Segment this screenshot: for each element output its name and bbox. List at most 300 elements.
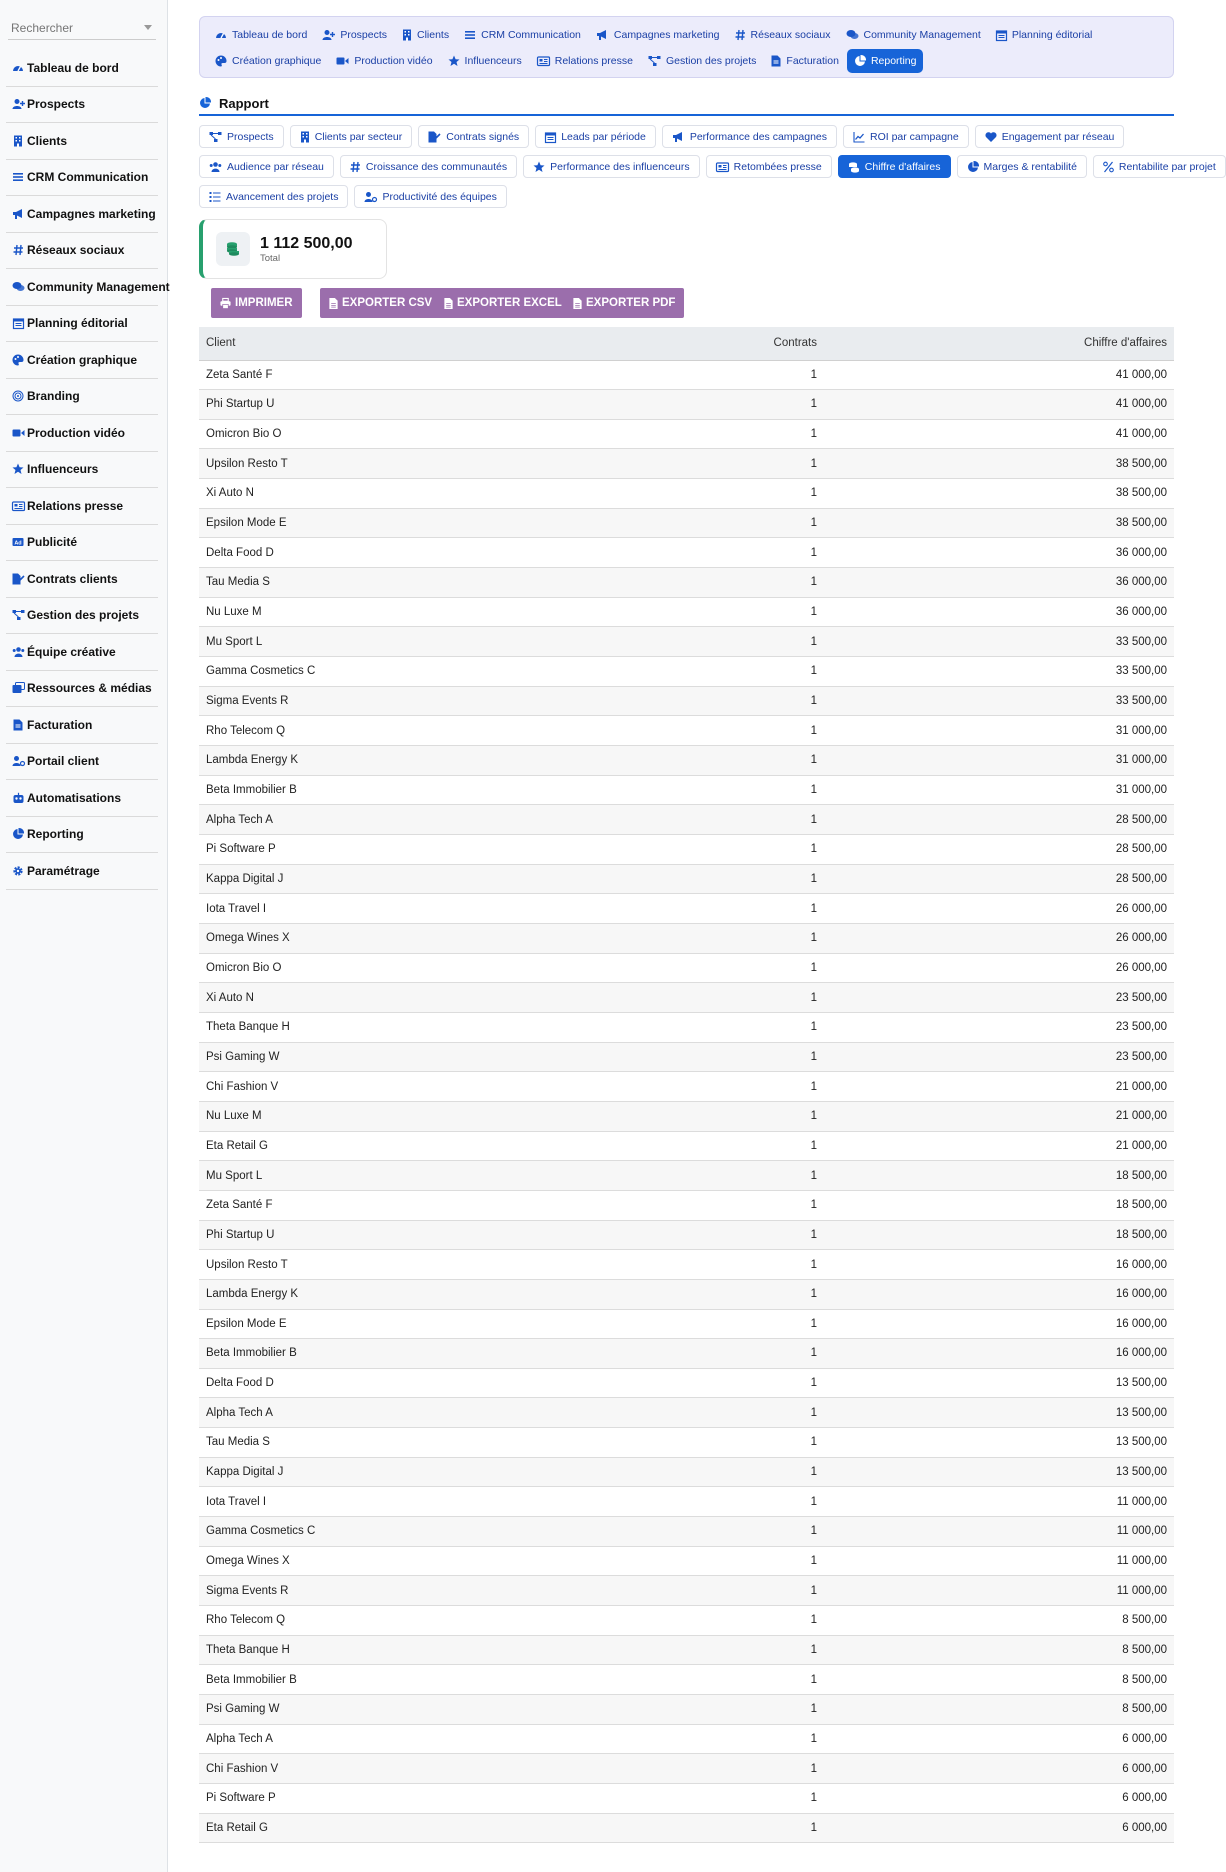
- cell-contrats: 1: [714, 923, 824, 953]
- table-row: [199, 390, 1174, 420]
- sidebar-item-prospects[interactable]: [6, 87, 158, 124]
- cell-chiffre-affaires: 31 000,00: [824, 716, 1174, 746]
- cell-client: Delta Food D: [199, 1368, 714, 1398]
- nav-tab-campagnes-marketing[interactable]: [589, 23, 727, 47]
- report-tab-contrats-signes[interactable]: [418, 125, 529, 148]
- table-row: [199, 1250, 1174, 1280]
- table-row: [199, 1784, 1174, 1814]
- nav-tab-creation-graphique[interactable]: [208, 49, 328, 73]
- cell-chiffre-affaires: 13 500,00: [824, 1398, 1174, 1428]
- cell-chiffre-affaires: 8 500,00: [824, 1606, 1174, 1636]
- cell-chiffre-affaires: 16 000,00: [824, 1309, 1174, 1339]
- file-icon: [573, 298, 582, 309]
- cell-chiffre-affaires: 28 500,00: [824, 864, 1174, 894]
- cell-contrats: 1: [714, 508, 824, 538]
- cell-contrats: 1: [714, 1279, 824, 1309]
- sidebar-item-production-video[interactable]: [6, 415, 158, 452]
- total-value: 1 112 500,00: [260, 234, 353, 252]
- cell-client: Psi Gaming W: [199, 1042, 714, 1072]
- sidebar-item-reporting[interactable]: [6, 817, 158, 854]
- report-tab-label: Rentabilite par projet: [1118, 160, 1216, 173]
- sidebar-item-label: Automatisations: [27, 790, 122, 805]
- nav-tab-label: Influenceurs: [464, 55, 522, 67]
- project-diagram-icon: [648, 55, 661, 67]
- calendar-icon: [996, 29, 1007, 41]
- report-tab-label: Productivité des équipes: [382, 190, 497, 203]
- photo-video-icon: [10, 682, 26, 694]
- sidebar-item-contrats-clients[interactable]: [6, 561, 158, 598]
- project-diagram-icon: [10, 609, 26, 621]
- user-plus-icon: [322, 29, 335, 41]
- nav-tab-label: Planning éditorial: [1011, 29, 1093, 41]
- nav-tab-reporting[interactable]: [847, 49, 924, 73]
- newspaper-icon: [537, 55, 550, 67]
- table-row: [199, 1101, 1174, 1131]
- sidebar-item-gestion-des-projets[interactable]: [6, 598, 158, 635]
- cell-contrats: 1: [714, 360, 824, 390]
- cell-chiffre-affaires: 28 500,00: [824, 835, 1174, 865]
- cell-chiffre-affaires: 13 500,00: [824, 1368, 1174, 1398]
- robot-icon: [10, 792, 26, 804]
- table-row: [199, 746, 1174, 776]
- report-tab-label: Avancement des projets: [226, 190, 339, 203]
- cell-client: Upsilon Resto T: [199, 1250, 714, 1280]
- sidebar-item-clients[interactable]: [6, 123, 158, 160]
- table-row: [199, 1813, 1174, 1843]
- cell-contrats: 1: [714, 538, 824, 568]
- sidebar-item-portail-client[interactable]: [6, 744, 158, 781]
- tasks-icon: [209, 191, 221, 203]
- report-tab-label: Engagement par réseau: [1001, 130, 1115, 143]
- sidebar-item-label: Publicité: [27, 535, 78, 550]
- table-row: [199, 1220, 1174, 1250]
- column-header-chiffre-affaires[interactable]: Chiffre d'affaires: [824, 327, 1174, 360]
- nav-tab-gestion-des-projets[interactable]: [641, 49, 763, 73]
- cell-contrats: 1: [714, 1309, 824, 1339]
- cell-client: Lambda Energy K: [199, 1279, 714, 1309]
- file-icon: [329, 298, 338, 309]
- video-icon: [10, 427, 26, 439]
- sidebar-item-planning-editorial[interactable]: [6, 306, 158, 343]
- sidebar-item-label: Production vidéo: [27, 425, 126, 440]
- export-actions: [211, 288, 811, 318]
- table-row: [199, 1339, 1174, 1369]
- nav-tab-label: Tableau de bord: [232, 29, 308, 41]
- cell-contrats: 1: [714, 746, 824, 776]
- report-tab-performance-des-campagnes[interactable]: [662, 125, 837, 148]
- table-row: [199, 1309, 1174, 1339]
- cell-contrats: 1: [714, 1428, 824, 1458]
- sidebar-item-label: Prospects: [27, 97, 86, 112]
- cell-client: Nu Luxe M: [199, 597, 714, 627]
- table-row: [199, 1695, 1174, 1725]
- cell-contrats: 1: [714, 1724, 824, 1754]
- table-row: [199, 1012, 1174, 1042]
- file-icon: [444, 298, 453, 309]
- cell-client: Gamma Cosmetics C: [199, 657, 714, 687]
- table-row: [199, 449, 1174, 479]
- gauge-icon: [10, 62, 26, 74]
- building-icon: [10, 135, 26, 147]
- cell-chiffre-affaires: 23 500,00: [824, 1012, 1174, 1042]
- report-tabs-row: [199, 125, 1174, 155]
- cell-client: Iota Travel I: [199, 894, 714, 924]
- cell-client: Phi Startup U: [199, 1220, 714, 1250]
- table-row: [199, 1368, 1174, 1398]
- sidebar-item-parametrage[interactable]: [6, 853, 158, 890]
- cell-client: Pi Software P: [199, 1784, 714, 1814]
- palette-icon: [215, 55, 227, 67]
- cell-client: Xi Auto N: [199, 479, 714, 509]
- list-icon: [464, 29, 476, 41]
- file-signature-icon: [10, 573, 26, 585]
- cell-client: Sigma Events R: [199, 686, 714, 716]
- cell-contrats: 1: [714, 568, 824, 598]
- sidebar-item-facturation[interactable]: [6, 707, 158, 744]
- gauge-icon: [215, 29, 227, 41]
- report-tab-label: ROI par campagne: [870, 130, 959, 143]
- sidebar-item-label: Branding: [27, 389, 80, 404]
- print-button-label: IMPRIMER: [235, 297, 293, 309]
- nav-tab-community-management[interactable]: [839, 23, 988, 47]
- bullhorn-icon: [10, 208, 26, 220]
- table-row: [199, 1457, 1174, 1487]
- cell-contrats: 1: [714, 805, 824, 835]
- page-title-text: Rapport: [219, 95, 269, 111]
- cell-contrats: 1: [714, 835, 824, 865]
- search-box[interactable]: [8, 18, 156, 40]
- cell-chiffre-affaires: 41 000,00: [824, 360, 1174, 390]
- hashtag-icon: [735, 29, 746, 41]
- sidebar-item-campagnes-marketing[interactable]: [6, 196, 158, 233]
- cell-chiffre-affaires: 8 500,00: [824, 1695, 1174, 1725]
- cell-client: Rho Telecom Q: [199, 1606, 714, 1636]
- invoice-icon: [10, 719, 26, 731]
- cell-contrats: 1: [714, 1457, 824, 1487]
- table-row: [199, 775, 1174, 805]
- users-icon: [209, 161, 222, 173]
- nav-tab-label: Production vidéo: [354, 55, 433, 67]
- cell-chiffre-affaires: 38 500,00: [824, 508, 1174, 538]
- report-tab-prospects[interactable]: [199, 125, 284, 148]
- table-row: [199, 835, 1174, 865]
- comments-icon: [846, 29, 859, 41]
- cell-contrats: 1: [714, 627, 824, 657]
- sidebar-item-tableau-de-bord[interactable]: [6, 50, 158, 87]
- export-csv-button[interactable]: [320, 288, 441, 318]
- report-tab-label: Prospects: [227, 130, 274, 143]
- cell-contrats: 1: [714, 1131, 824, 1161]
- report-tab-roi-par-campagne[interactable]: [843, 125, 969, 148]
- user-cog-icon: [10, 755, 26, 767]
- cell-contrats: 1: [714, 1546, 824, 1576]
- sidebar-item-automatisations[interactable]: [6, 780, 158, 817]
- cell-chiffre-affaires: 6 000,00: [824, 1754, 1174, 1784]
- table-row: [199, 1042, 1174, 1072]
- report-tab-croissance-des-communautes[interactable]: [340, 155, 517, 178]
- table-row: [199, 1161, 1174, 1191]
- cell-contrats: 1: [714, 1754, 824, 1784]
- file-signature-icon: [428, 131, 441, 143]
- table-row: [199, 360, 1174, 390]
- table-row: [199, 1131, 1174, 1161]
- bullhorn-icon: [672, 131, 685, 143]
- video-icon: [336, 55, 349, 67]
- table-row: [199, 1635, 1174, 1665]
- table-row: [199, 1546, 1174, 1576]
- cell-chiffre-affaires: 31 000,00: [824, 775, 1174, 805]
- nav-tab-clients[interactable]: [395, 23, 456, 47]
- nav-tab-influenceurs[interactable]: [441, 49, 529, 73]
- table-row: [199, 508, 1174, 538]
- sidebar-item-label: Gestion des projets: [27, 608, 140, 623]
- report-tab-marges-rentabilite[interactable]: [957, 155, 1087, 178]
- nav-tab-tableau-de-bord[interactable]: [208, 23, 314, 47]
- cell-client: Lambda Energy K: [199, 746, 714, 776]
- cell-client: Eta Retail G: [199, 1813, 714, 1843]
- export-excel-button[interactable]: [435, 288, 571, 318]
- cell-chiffre-affaires: 26 000,00: [824, 894, 1174, 924]
- top-navigation-row: [208, 48, 1165, 74]
- cell-contrats: 1: [714, 1161, 824, 1191]
- hashtag-icon: [10, 244, 26, 256]
- star-icon: [448, 55, 460, 67]
- cell-contrats: 1: [714, 1487, 824, 1517]
- cell-contrats: 1: [714, 983, 824, 1013]
- cell-client: Sigma Events R: [199, 1576, 714, 1606]
- star-icon: [10, 463, 26, 475]
- table-row: [199, 1072, 1174, 1102]
- cell-chiffre-affaires: 18 500,00: [824, 1190, 1174, 1220]
- heart-icon: [985, 131, 997, 143]
- cell-contrats: 1: [714, 1190, 824, 1220]
- total-card: [199, 219, 387, 279]
- cell-contrats: 1: [714, 686, 824, 716]
- cell-client: Tau Media S: [199, 1428, 714, 1458]
- table-row: [199, 479, 1174, 509]
- nav-tab-planning-editorial[interactable]: [989, 23, 1100, 47]
- sidebar-item-creation-graphique[interactable]: [6, 342, 158, 379]
- nav-tab-label: Clients: [417, 29, 450, 41]
- report-tab-productivite-des-equipes[interactable]: [354, 185, 506, 208]
- sidebar-item-label: Réseaux sociaux: [27, 243, 125, 258]
- cell-client: Nu Luxe M: [199, 1101, 714, 1131]
- table-row: [199, 1606, 1174, 1636]
- cell-chiffre-affaires: 8 500,00: [824, 1665, 1174, 1695]
- cell-contrats: 1: [714, 1784, 824, 1814]
- cell-client: Beta Immobilier B: [199, 1339, 714, 1369]
- report-tab-avancement-des-projets[interactable]: [199, 185, 348, 208]
- sidebar-menu: [6, 50, 170, 890]
- sidebar-item-influenceurs[interactable]: [6, 452, 158, 489]
- chart-pie-icon: [199, 97, 211, 109]
- cell-chiffre-affaires: 23 500,00: [824, 983, 1174, 1013]
- cell-chiffre-affaires: 13 500,00: [824, 1457, 1174, 1487]
- table-row: [199, 657, 1174, 687]
- cell-client: Xi Auto N: [199, 983, 714, 1013]
- user-plus-icon: [10, 98, 26, 110]
- nav-tab-label: Campagnes marketing: [613, 29, 720, 41]
- report-tab-label: Performance des influenceurs: [550, 160, 690, 173]
- nav-tab-label: Réseaux sociaux: [750, 29, 831, 41]
- nav-tab-label: Community Management: [863, 29, 981, 41]
- cell-client: Theta Banque H: [199, 1012, 714, 1042]
- total-label: Total: [260, 252, 281, 264]
- table-row: [199, 1190, 1174, 1220]
- fingerprint-icon: [10, 390, 26, 402]
- sidebar-item-crm-communication[interactable]: [6, 160, 158, 197]
- project-diagram-icon: [209, 131, 222, 143]
- cell-client: Gamma Cosmetics C: [199, 1517, 714, 1547]
- report-tab-engagement-par-reseau[interactable]: [975, 125, 1125, 148]
- cell-client: Kappa Digital J: [199, 1457, 714, 1487]
- nav-tab-relations-presse[interactable]: [530, 49, 640, 73]
- chart-pie-icon: [967, 161, 979, 173]
- cell-chiffre-affaires: 36 000,00: [824, 597, 1174, 627]
- newspaper-icon: [716, 161, 729, 173]
- cell-client: Omega Wines X: [199, 1546, 714, 1576]
- table-row: [199, 864, 1174, 894]
- chevron-down-icon[interactable]: [144, 25, 152, 30]
- cell-client: Tau Media S: [199, 568, 714, 598]
- building-icon: [300, 131, 310, 143]
- cell-client: Mu Sport L: [199, 627, 714, 657]
- table-row: [199, 568, 1174, 598]
- table-row: [199, 805, 1174, 835]
- building-icon: [402, 29, 412, 41]
- report-tab-label: Contrats signés: [446, 130, 520, 143]
- cell-client: Alpha Tech A: [199, 1398, 714, 1428]
- coins-icon: [216, 232, 250, 266]
- export-excel-label: EXPORTER EXCEL: [457, 297, 562, 309]
- report-tab-chiffre-d-affaires[interactable]: [838, 155, 951, 178]
- table-row: [199, 716, 1174, 746]
- chart-pie-icon: [854, 55, 866, 67]
- report-tab-rentabilite-par-projet[interactable]: [1093, 155, 1226, 178]
- cell-contrats: 1: [714, 775, 824, 805]
- sidebar-item-reseaux-sociaux[interactable]: [6, 233, 158, 270]
- report-tab-label: Croissance des communautés: [365, 160, 508, 173]
- sidebar-item-label: Tableau de bord: [27, 60, 119, 75]
- cell-chiffre-affaires: 33 500,00: [824, 686, 1174, 716]
- export-pdf-button[interactable]: [564, 288, 684, 318]
- sidebar-item-label: Influenceurs: [27, 462, 99, 477]
- search-input[interactable]: [8, 18, 138, 38]
- table-row: [199, 1517, 1174, 1547]
- cell-chiffre-affaires: 11 000,00: [824, 1517, 1174, 1547]
- cell-client: Alpha Tech A: [199, 1724, 714, 1754]
- report-tab-label: Chiffre d'affaires: [864, 160, 941, 173]
- nav-tab-production-video[interactable]: [329, 49, 439, 73]
- cell-chiffre-affaires: 21 000,00: [824, 1072, 1174, 1102]
- table-row: [199, 686, 1174, 716]
- table-row: [199, 1428, 1174, 1458]
- cell-contrats: 1: [714, 1813, 824, 1843]
- table-row: [199, 1279, 1174, 1309]
- print-button[interactable]: [211, 288, 302, 318]
- sidebar-item-label: Clients: [27, 133, 68, 148]
- report-tab-label: Clients par secteur: [314, 130, 403, 143]
- invoice-icon: [771, 55, 781, 67]
- report-tab-clients-par-secteur[interactable]: [290, 125, 413, 148]
- comments-icon: [10, 281, 26, 293]
- report-tab-audience-par-reseau[interactable]: [199, 155, 334, 178]
- cell-client: Omicron Bio O: [199, 419, 714, 449]
- sidebar-item-label: Reporting: [27, 827, 84, 842]
- cell-contrats: 1: [714, 1398, 824, 1428]
- cell-client: Beta Immobilier B: [199, 1665, 714, 1695]
- cell-client: Epsilon Mode E: [199, 508, 714, 538]
- sidebar-item-community-management[interactable]: [6, 269, 170, 306]
- sidebar-item-publicite[interactable]: [6, 525, 158, 562]
- calendar-icon: [10, 317, 26, 329]
- report-tab-leads-par-periode[interactable]: [535, 125, 656, 148]
- nav-tab-prospects[interactable]: [315, 23, 394, 47]
- nav-tab-reseaux-sociaux[interactable]: [728, 23, 838, 47]
- sidebar-item-branding[interactable]: [6, 379, 158, 416]
- column-header-contrats[interactable]: Contrats: [714, 327, 824, 360]
- bullhorn-icon: [596, 29, 609, 41]
- sidebar-item-equipe-creative[interactable]: [6, 634, 158, 671]
- cell-client: Theta Banque H: [199, 1635, 714, 1665]
- top-navigation-row: [208, 22, 1165, 48]
- user-cog-icon: [364, 191, 377, 203]
- cell-chiffre-affaires: 26 000,00: [824, 923, 1174, 953]
- newspaper-icon: [10, 500, 26, 512]
- cell-client: Zeta Santé F: [199, 360, 714, 390]
- svg-text:Ad: Ad: [14, 540, 22, 547]
- report-tab-performance-des-influenceurs[interactable]: [523, 155, 700, 178]
- cell-contrats: 1: [714, 894, 824, 924]
- table-row: [199, 1754, 1174, 1784]
- cell-chiffre-affaires: 26 000,00: [824, 953, 1174, 983]
- table-row: [199, 894, 1174, 924]
- cell-client: Delta Food D: [199, 538, 714, 568]
- cell-client: Chi Fashion V: [199, 1072, 714, 1102]
- cell-client: Epsilon Mode E: [199, 1309, 714, 1339]
- cell-chiffre-affaires: 36 000,00: [824, 538, 1174, 568]
- cell-contrats: 1: [714, 390, 824, 420]
- table-body: [199, 360, 1174, 1843]
- sidebar-item-relations-presse[interactable]: [6, 488, 158, 525]
- cell-contrats: 1: [714, 1695, 824, 1725]
- cell-chiffre-affaires: 33 500,00: [824, 627, 1174, 657]
- cell-contrats: 1: [714, 1635, 824, 1665]
- chart-line-icon: [853, 131, 865, 143]
- hashtag-icon: [350, 161, 361, 173]
- report-tabs: [199, 125, 1216, 215]
- cell-chiffre-affaires: 18 500,00: [824, 1220, 1174, 1250]
- report-tab-retombees-presse[interactable]: [706, 155, 832, 178]
- cell-contrats: 1: [714, 597, 824, 627]
- report-tab-label: Marges & rentabilité: [983, 160, 1077, 173]
- nav-tab-label: Gestion des projets: [665, 55, 757, 67]
- users-icon: [10, 646, 26, 658]
- sidebar-item-label: Facturation: [27, 717, 93, 732]
- cell-chiffre-affaires: 16 000,00: [824, 1339, 1174, 1369]
- cell-contrats: 1: [714, 479, 824, 509]
- cell-contrats: 1: [714, 716, 824, 746]
- cell-client: Zeta Santé F: [199, 1190, 714, 1220]
- sidebar-item-ressources-medias[interactable]: [6, 671, 158, 708]
- cell-contrats: 1: [714, 864, 824, 894]
- column-header-client[interactable]: Client: [199, 327, 714, 360]
- nav-tab-label: Relations presse: [554, 55, 633, 67]
- cell-chiffre-affaires: 11 000,00: [824, 1576, 1174, 1606]
- nav-tab-facturation[interactable]: [764, 49, 846, 73]
- table-row: [199, 923, 1174, 953]
- nav-tab-crm-communication[interactable]: [457, 23, 588, 47]
